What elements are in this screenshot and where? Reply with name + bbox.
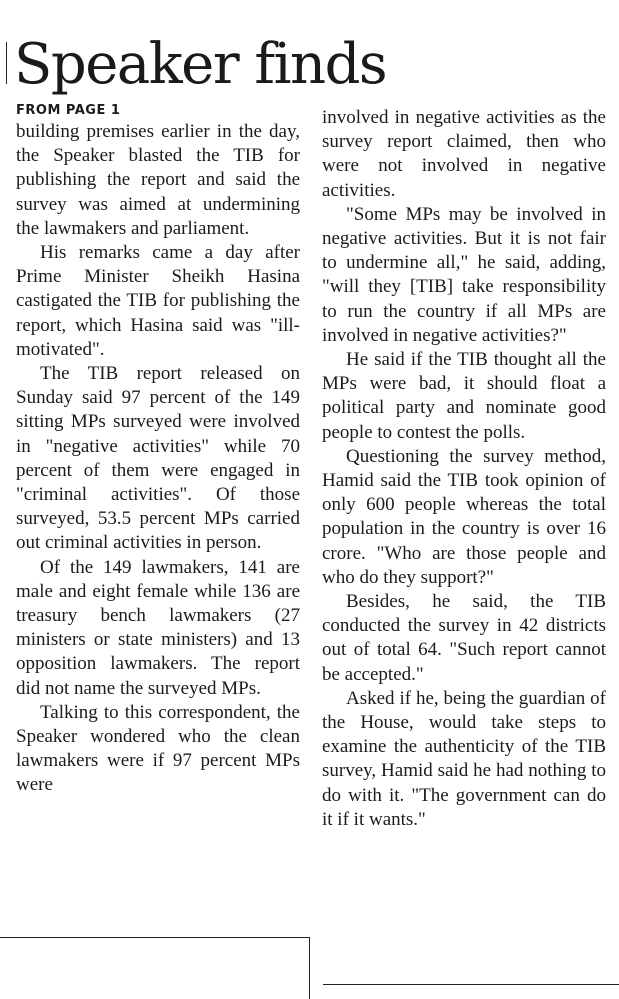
article-column-right [322,106,606,832]
paragraph: Besides, he said, the TIB conducted the survey in 42 districts out of total 64. "Such report cannot be accepted." [322,591,606,685]
divider-rule [309,937,310,999]
paragraph: Questioning the survey method, Hamid said the TIB took opinion of only 600 people whereas the total population in the country is over 16 crore. "Who are those people and who do they support?" [322,445,606,588]
divider-rule [0,937,309,938]
paragraph: Asked if he, being the guardian of the House, would take steps to examine the authenticity of the TIB survey, Hamid said he had nothing to do with it. "The government can do it if it wants." [322,687,606,830]
paragraph: "Some MPs may be involved in negative activities. But it is not fair to undermine all," he said, adding, "will they [TIB] take responsibility to run the country if all MPs are involved in negative activities?" [322,203,606,346]
paragraph: Talking to this correspondent, the Speaker wondered who the clean lawmakers were if 97 percent MPs were [16,701,300,796]
headline: Speaker finds [14,32,387,97]
jump-kicker: FROM PAGE 1 [16,103,121,118]
paragraph: The TIB report released on Sunday said 97 percent of the 149 sitting MPs surveyed were involved in "negative activities" while 70 percent of them were engaged in "criminal activities". Of those surveyed, 53.5 percent MPs carried out criminal activities in person. [16,363,300,554]
column-rule-left [6,42,7,84]
paragraph: His remarks came a day after Prime Minister Sheikh Hasina castigated the TIB for publishing the report, which Hasina said was "ill-motivated". [16,242,300,360]
divider-rule [323,984,619,985]
paragraph: Of the 149 lawmakers, 141 are male and eight female while 136 are treasury bench lawmakers (27 ministers or state ministers) and 13 opposition lawmakers. The report did not name the surveyed MPs. [16,556,300,699]
paragraph: He said if the TIB thought all the MPs were bad, it should float a political party and nominate good people to contest the polls. [322,349,606,443]
article-column-left [16,104,300,798]
paragraph: involved in negative activities as the survey report claimed, then who were not involved in negative activities. [322,107,606,201]
paragraph: building premises earlier in the day, the Speaker blasted the TIB for publishing the report and said the survey was aimed at undermining the lawmakers and parliament. [16,121,300,239]
